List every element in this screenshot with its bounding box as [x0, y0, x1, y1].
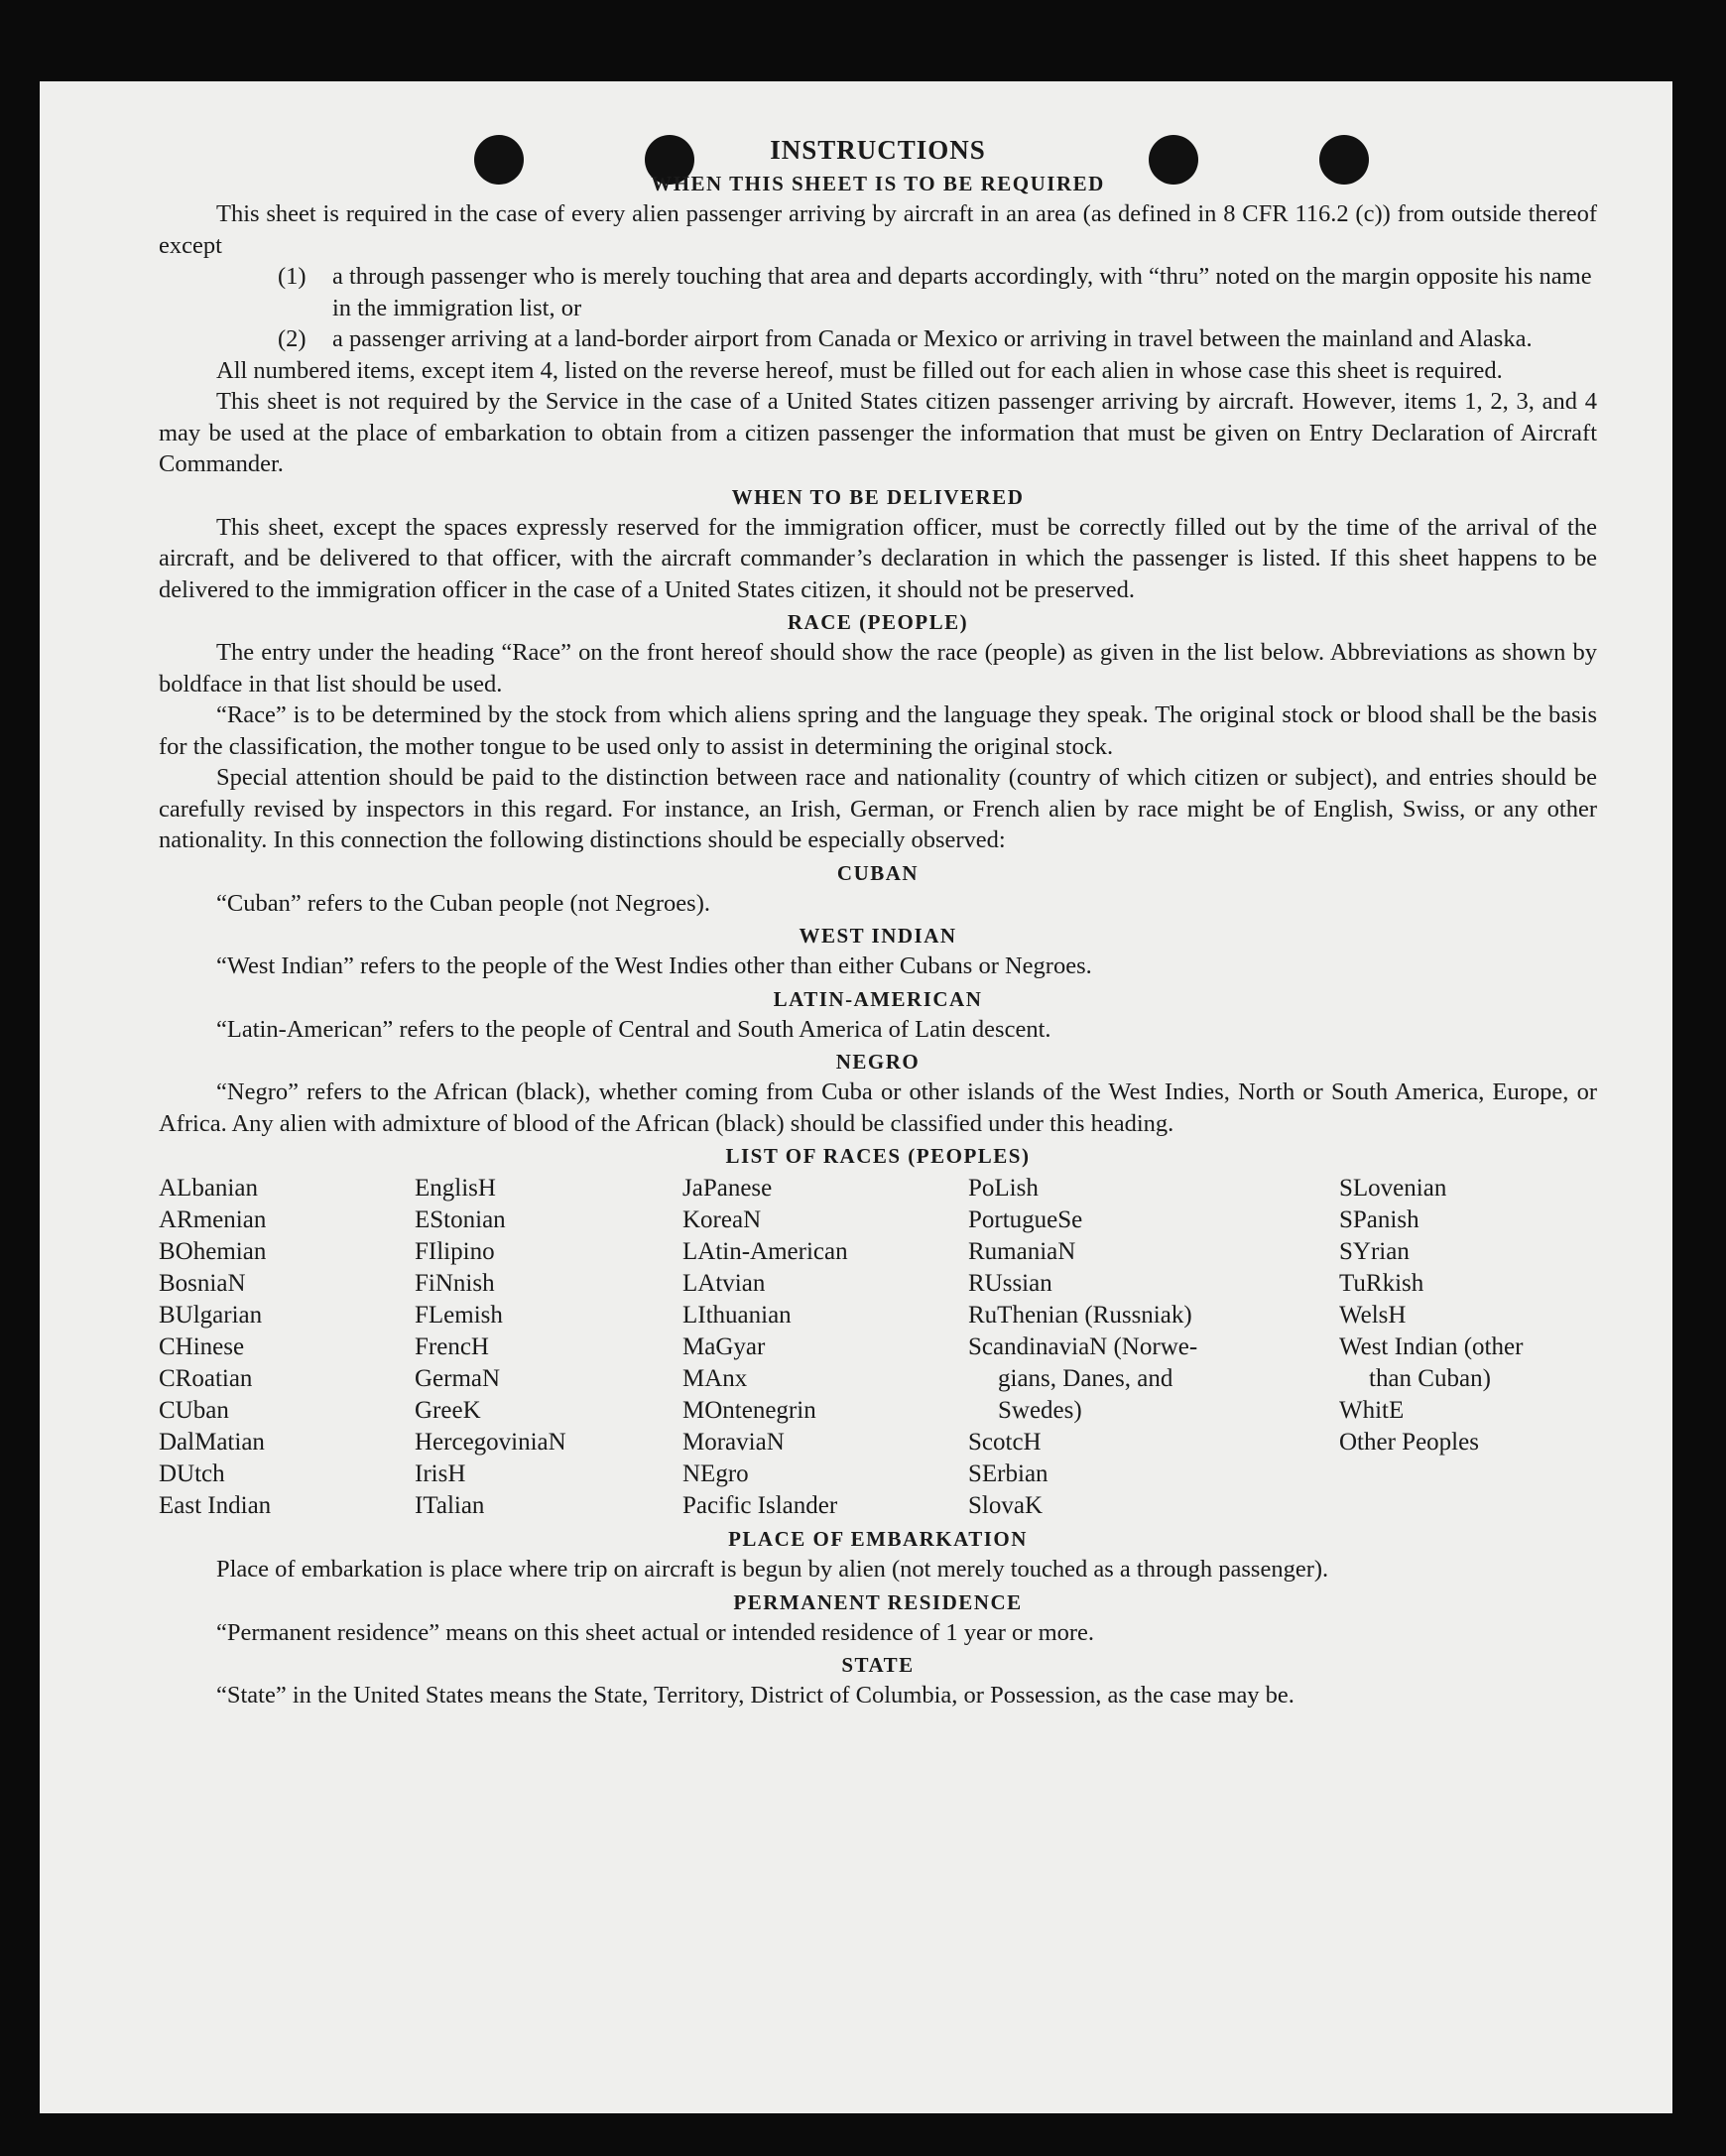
- race-item: RUssian: [968, 1270, 1052, 1297]
- race-item: DalMatian: [159, 1429, 265, 1456]
- race-item: IrisH: [415, 1460, 466, 1487]
- paragraph: “State” in the United States means the State, Territory, District of Columbia, or Possession, as the case may be.: [216, 1682, 1294, 1709]
- races-list: [159, 1173, 1597, 1522]
- paragraph: “Cuban” refers to the Cuban people (not Negroes).: [216, 889, 710, 917]
- race-item: MOntenegrin: [682, 1397, 816, 1424]
- paragraph: The entry under the heading “Race” on the front hereof should show the race (people) as given in the list below. Abbreviations as shown by boldface in that list should be used.: [159, 639, 1597, 698]
- paragraph: Place of embarkation is place where trip on aircraft is begun by alien (not merely touched as a through passenger).: [216, 1556, 1329, 1583]
- race-item: MoraviaN: [682, 1429, 785, 1456]
- section-title-residence: PERMANENT RESIDENCE: [733, 1589, 1023, 1614]
- page-title: INSTRUCTIONS: [770, 135, 986, 165]
- section-title-race: RACE (PEOPLE): [787, 610, 969, 634]
- race-item: PoLish: [968, 1175, 1039, 1202]
- race-item: ScotcH: [968, 1429, 1042, 1456]
- race-item: Swedes): [998, 1397, 1082, 1424]
- race-item: RuThenian (Russniak): [968, 1302, 1192, 1329]
- paragraph: All numbered items, except item 4, listed on the reverse hereof, must be filled out for each alien in whose case this sheet is required.: [216, 356, 1503, 384]
- race-item: JaPanese: [682, 1175, 773, 1202]
- item-number: (1): [278, 263, 307, 290]
- race-item: gians, Danes, and: [998, 1365, 1173, 1392]
- item-number: (2): [278, 325, 307, 352]
- race-item: SlovaK: [968, 1492, 1043, 1519]
- race-item: PortugueSe: [968, 1206, 1083, 1233]
- race-item: SYrian: [1339, 1238, 1410, 1265]
- section-title-list-of-races: LIST OF RACES (PEOPLES): [725, 1144, 1031, 1168]
- races-column: [682, 1173, 968, 1522]
- item-text: a through passenger who is merely touching that area and departs accordingly, with “thru” noted on the margin opposite his name in the immigration list, or: [332, 263, 1592, 321]
- race-item: than Cuban): [1369, 1365, 1491, 1392]
- race-item: CHinese: [159, 1333, 245, 1360]
- paragraph: “Latin-American” refers to the people of Central and South America of Latin descent.: [216, 1015, 1051, 1043]
- race-item: GermaN: [415, 1365, 501, 1392]
- races-column: [1339, 1173, 1597, 1522]
- race-item: LAtvian: [682, 1270, 766, 1297]
- races-column: [968, 1173, 1339, 1522]
- race-item: West Indian (other: [1339, 1333, 1524, 1360]
- race-item: NEgro: [682, 1460, 749, 1487]
- section-title-when-delivered: WHEN TO BE DELIVERED: [731, 484, 1025, 509]
- exception-item-2: [278, 323, 1597, 355]
- instructions-sheet: [159, 133, 1597, 1712]
- paragraph: This sheet is not required by the Service in the case of a United States citizen passenger arriving by aircraft. However, items 1, 2, 3, and 4 may be used at the place of embarkation to obtain from a citizen passenger the information that must be given on Entry Declaration of Aircraft Commander.: [159, 388, 1597, 477]
- race-item: LAtin-American: [682, 1238, 848, 1265]
- race-item: EnglisH: [415, 1175, 496, 1202]
- race-item: GreeK: [415, 1397, 481, 1424]
- paragraph: This sheet is required in the case of every alien passenger arriving by aircraft in an area (as defined in 8 CFR 116.2 (c)) from outside thereof except: [159, 200, 1597, 259]
- race-item: FiNnish: [415, 1270, 495, 1297]
- race-item: BOhemian: [159, 1238, 267, 1265]
- race-item: Pacific Islander: [682, 1492, 838, 1519]
- paragraph: “Race” is to be determined by the stock from which aliens spring and the language they speak. The original stock or blood shall be the basis for the classification, the mother tongue to be used only to assist in determining the original stock.: [159, 701, 1597, 760]
- paragraph: “Negro” refers to the African (black), whether coming from Cuba or other islands of the West Indies, North or South America, Europe, or Africa. Any alien with admixture of blood of the African (black) should be classified under this heading.: [159, 1078, 1597, 1137]
- race-item: Other Peoples: [1339, 1429, 1479, 1456]
- paragraph: “Permanent residence” means on this sheet actual or intended residence of 1 year or more.: [216, 1618, 1095, 1646]
- race-item: CUban: [159, 1397, 229, 1424]
- race-item: MAnx: [682, 1365, 748, 1392]
- race-item: SErbian: [968, 1460, 1048, 1487]
- race-item: BosniaN: [159, 1270, 246, 1297]
- race-item: BUlgarian: [159, 1302, 263, 1329]
- race-item: ITalian: [415, 1492, 485, 1519]
- section-title-latin-american: LATIN-AMERICAN: [773, 986, 983, 1011]
- race-item: East Indian: [159, 1492, 272, 1519]
- race-item: SLovenian: [1339, 1175, 1447, 1202]
- section-title-negro: NEGRO: [835, 1050, 921, 1074]
- race-item: ALbanian: [159, 1175, 258, 1202]
- paragraph: “West Indian” refers to the people of the West Indies other than either Cubans or Negroes.: [216, 952, 1092, 979]
- race-item: ScandinaviaN (Norwe-: [968, 1333, 1198, 1360]
- race-item: KoreaN: [682, 1206, 762, 1233]
- race-item: WelsH: [1339, 1302, 1407, 1329]
- race-item: FIlipino: [415, 1238, 495, 1265]
- race-item: CRoatian: [159, 1365, 253, 1392]
- section-title-west-indian: WEST INDIAN: [799, 924, 957, 948]
- section-title-embarkation: PLACE OF EMBARKATION: [728, 1527, 1028, 1551]
- item-text: a passenger arriving at a land-border airport from Canada or Mexico or arriving in travel between the mainland and Alaska.: [332, 325, 1533, 352]
- paragraph: Special attention should be paid to the distinction between race and nationality (country of which citizen or subject), and entries should be carefully revised by inspectors in this regard. For instance, an Irish, German, or French alien by race might be of English, Swiss, or any other nationality. In this connection the following distinctions should be especially observed:: [159, 764, 1597, 853]
- race-item: EStonian: [415, 1206, 506, 1233]
- race-item: FrencH: [415, 1333, 489, 1360]
- race-item: MaGyar: [682, 1333, 766, 1360]
- race-item: ARmenian: [159, 1206, 267, 1233]
- race-item: RumaniaN: [968, 1238, 1076, 1265]
- races-column: [415, 1173, 682, 1522]
- race-item: LIthuanian: [682, 1302, 792, 1329]
- race-item: SPanish: [1339, 1206, 1419, 1233]
- race-item: HercegoviniaN: [415, 1429, 566, 1456]
- exception-item-1: [278, 261, 1597, 323]
- race-item: DUtch: [159, 1460, 225, 1487]
- races-column: [159, 1173, 415, 1522]
- section-title-state: STATE: [841, 1653, 915, 1677]
- race-item: TuRkish: [1339, 1270, 1424, 1297]
- race-item: WhitE: [1339, 1397, 1405, 1424]
- section-title-cuban: CUBAN: [836, 860, 920, 885]
- race-item: FLemish: [415, 1302, 503, 1329]
- section-title-when-required: WHEN THIS SHEET IS TO BE REQUIRED: [651, 172, 1105, 195]
- paragraph: This sheet, except the spaces expressly reserved for the immigration officer, must be correctly filled out by the time of the arrival of the aircraft, and be delivered to that officer, with the aircraft commander’s declaration in which the passenger is listed. If this sheet happens to be delivered to the immigration officer in the case of a United States citizen, it should not be preserved.: [159, 513, 1597, 603]
